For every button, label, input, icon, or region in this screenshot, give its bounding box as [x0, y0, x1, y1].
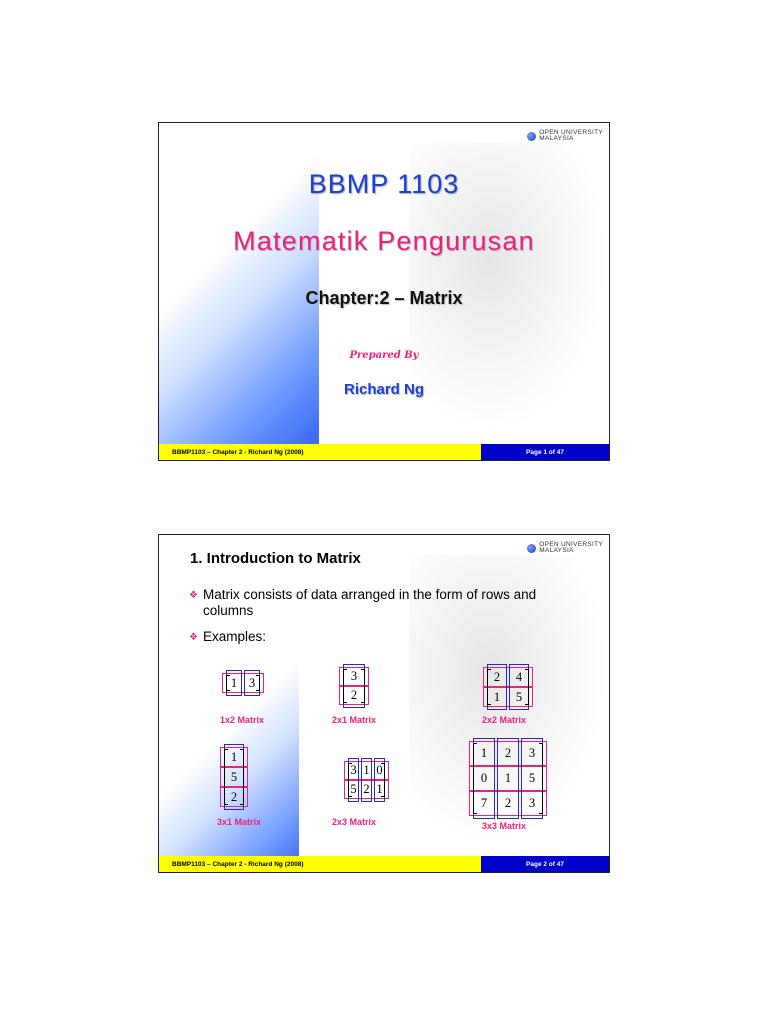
author-name: Richard Ng: [343, 381, 424, 398]
slide-1: [158, 122, 610, 461]
matrix-cell: 2: [493, 669, 501, 684]
matrix-cell: 1: [376, 782, 383, 796]
slide-2: [158, 534, 610, 873]
chapter-title: Chapter:2 – Matrix: [305, 288, 463, 308]
logo-line-1: OPEN UNIVERSITY: [539, 129, 603, 136]
matrix-cell: 2: [230, 789, 238, 804]
matrix-2x1-matrix: [342, 667, 366, 705]
matrix-1x2-matrix: [225, 673, 261, 693]
footer-page-number: Page 1 of 47: [481, 444, 609, 460]
matrix-cell: 4: [515, 669, 523, 684]
matrix-cell: 5: [230, 769, 238, 784]
matrix-cell: 3: [248, 675, 256, 690]
bullet-text: Examples:: [203, 629, 267, 644]
matrix-2x3-matrix: [347, 761, 386, 799]
bullet-text: Matrix consists of data arranged in the form of rows and columns: [203, 587, 537, 618]
matrix-cell: 2: [504, 796, 512, 810]
university-logo: [527, 130, 603, 142]
matrix-cell: 3: [350, 763, 357, 777]
matrix-cell: 0: [480, 771, 488, 785]
matrix-cell: 1: [363, 763, 370, 777]
slide-footer: [159, 444, 609, 460]
globe-icon: [527, 132, 536, 141]
matrix-label: 2x1 Matrix: [331, 715, 377, 725]
matrix-cell: 2: [350, 688, 358, 702]
university-logo: [527, 542, 603, 554]
slide-footer: [159, 856, 609, 872]
diamond-bullet-icon: ❖: [189, 632, 198, 643]
prepared-by-label: Prepared By: [349, 350, 419, 361]
matrix-label: 2x2 Matrix: [481, 715, 527, 725]
matrix-cell: 3: [528, 796, 536, 810]
matrix-label: 3x1 Matrix: [216, 817, 262, 827]
matrix-cell: 5: [350, 782, 357, 796]
globe-icon: [527, 544, 536, 553]
matrix-3x1-matrix: [223, 747, 245, 807]
bullet-item: [189, 629, 589, 646]
matrix-cell: 2: [504, 746, 512, 760]
matrix-2x2-matrix: [486, 667, 530, 707]
matrix-cell: 5: [515, 689, 523, 704]
matrix-cell: 1: [480, 746, 488, 760]
subject-title: Matematik Pengurusan: [233, 226, 535, 256]
matrix-cell: 1: [504, 771, 512, 785]
matrix-cell: 1: [230, 675, 238, 690]
footer-course-info: BBMP1103 – Chapter 2 - Richard Ng (2008): [159, 856, 481, 872]
matrix-cell: 2: [363, 782, 370, 796]
bullet-list: [189, 587, 589, 656]
logo-line-1: OPEN UNIVERSITY: [539, 541, 603, 548]
footer-course-info: BBMP1103 – Chapter 2 - Richard Ng (2008): [159, 444, 481, 460]
matrix-cell: 7: [480, 796, 488, 810]
matrix-cell: 0: [376, 763, 383, 777]
matrix-label: 3x3 Matrix: [481, 821, 527, 831]
matrix-cell: 5: [528, 771, 536, 785]
matrix-label: 2x3 Matrix: [331, 817, 377, 827]
course-code: BBMP 1103: [308, 169, 460, 199]
diamond-bullet-icon: ❖: [189, 590, 198, 601]
matrix-3x3-matrix: [472, 741, 544, 816]
bullet-item: [189, 587, 589, 619]
matrix-cell: 1: [493, 689, 501, 704]
matrix-cell: 3: [350, 669, 358, 683]
matrix-label: 1x2 Matrix: [219, 715, 265, 725]
slide-title: 1. Introduction to Matrix: [190, 550, 361, 567]
matrix-cell: 1: [230, 749, 238, 764]
footer-page-number: Page 2 of 47: [481, 856, 609, 872]
logo-line-2: MALAYSIA: [539, 135, 574, 142]
logo-line-2: MALAYSIA: [539, 547, 574, 554]
matrix-cell: 3: [528, 746, 536, 760]
